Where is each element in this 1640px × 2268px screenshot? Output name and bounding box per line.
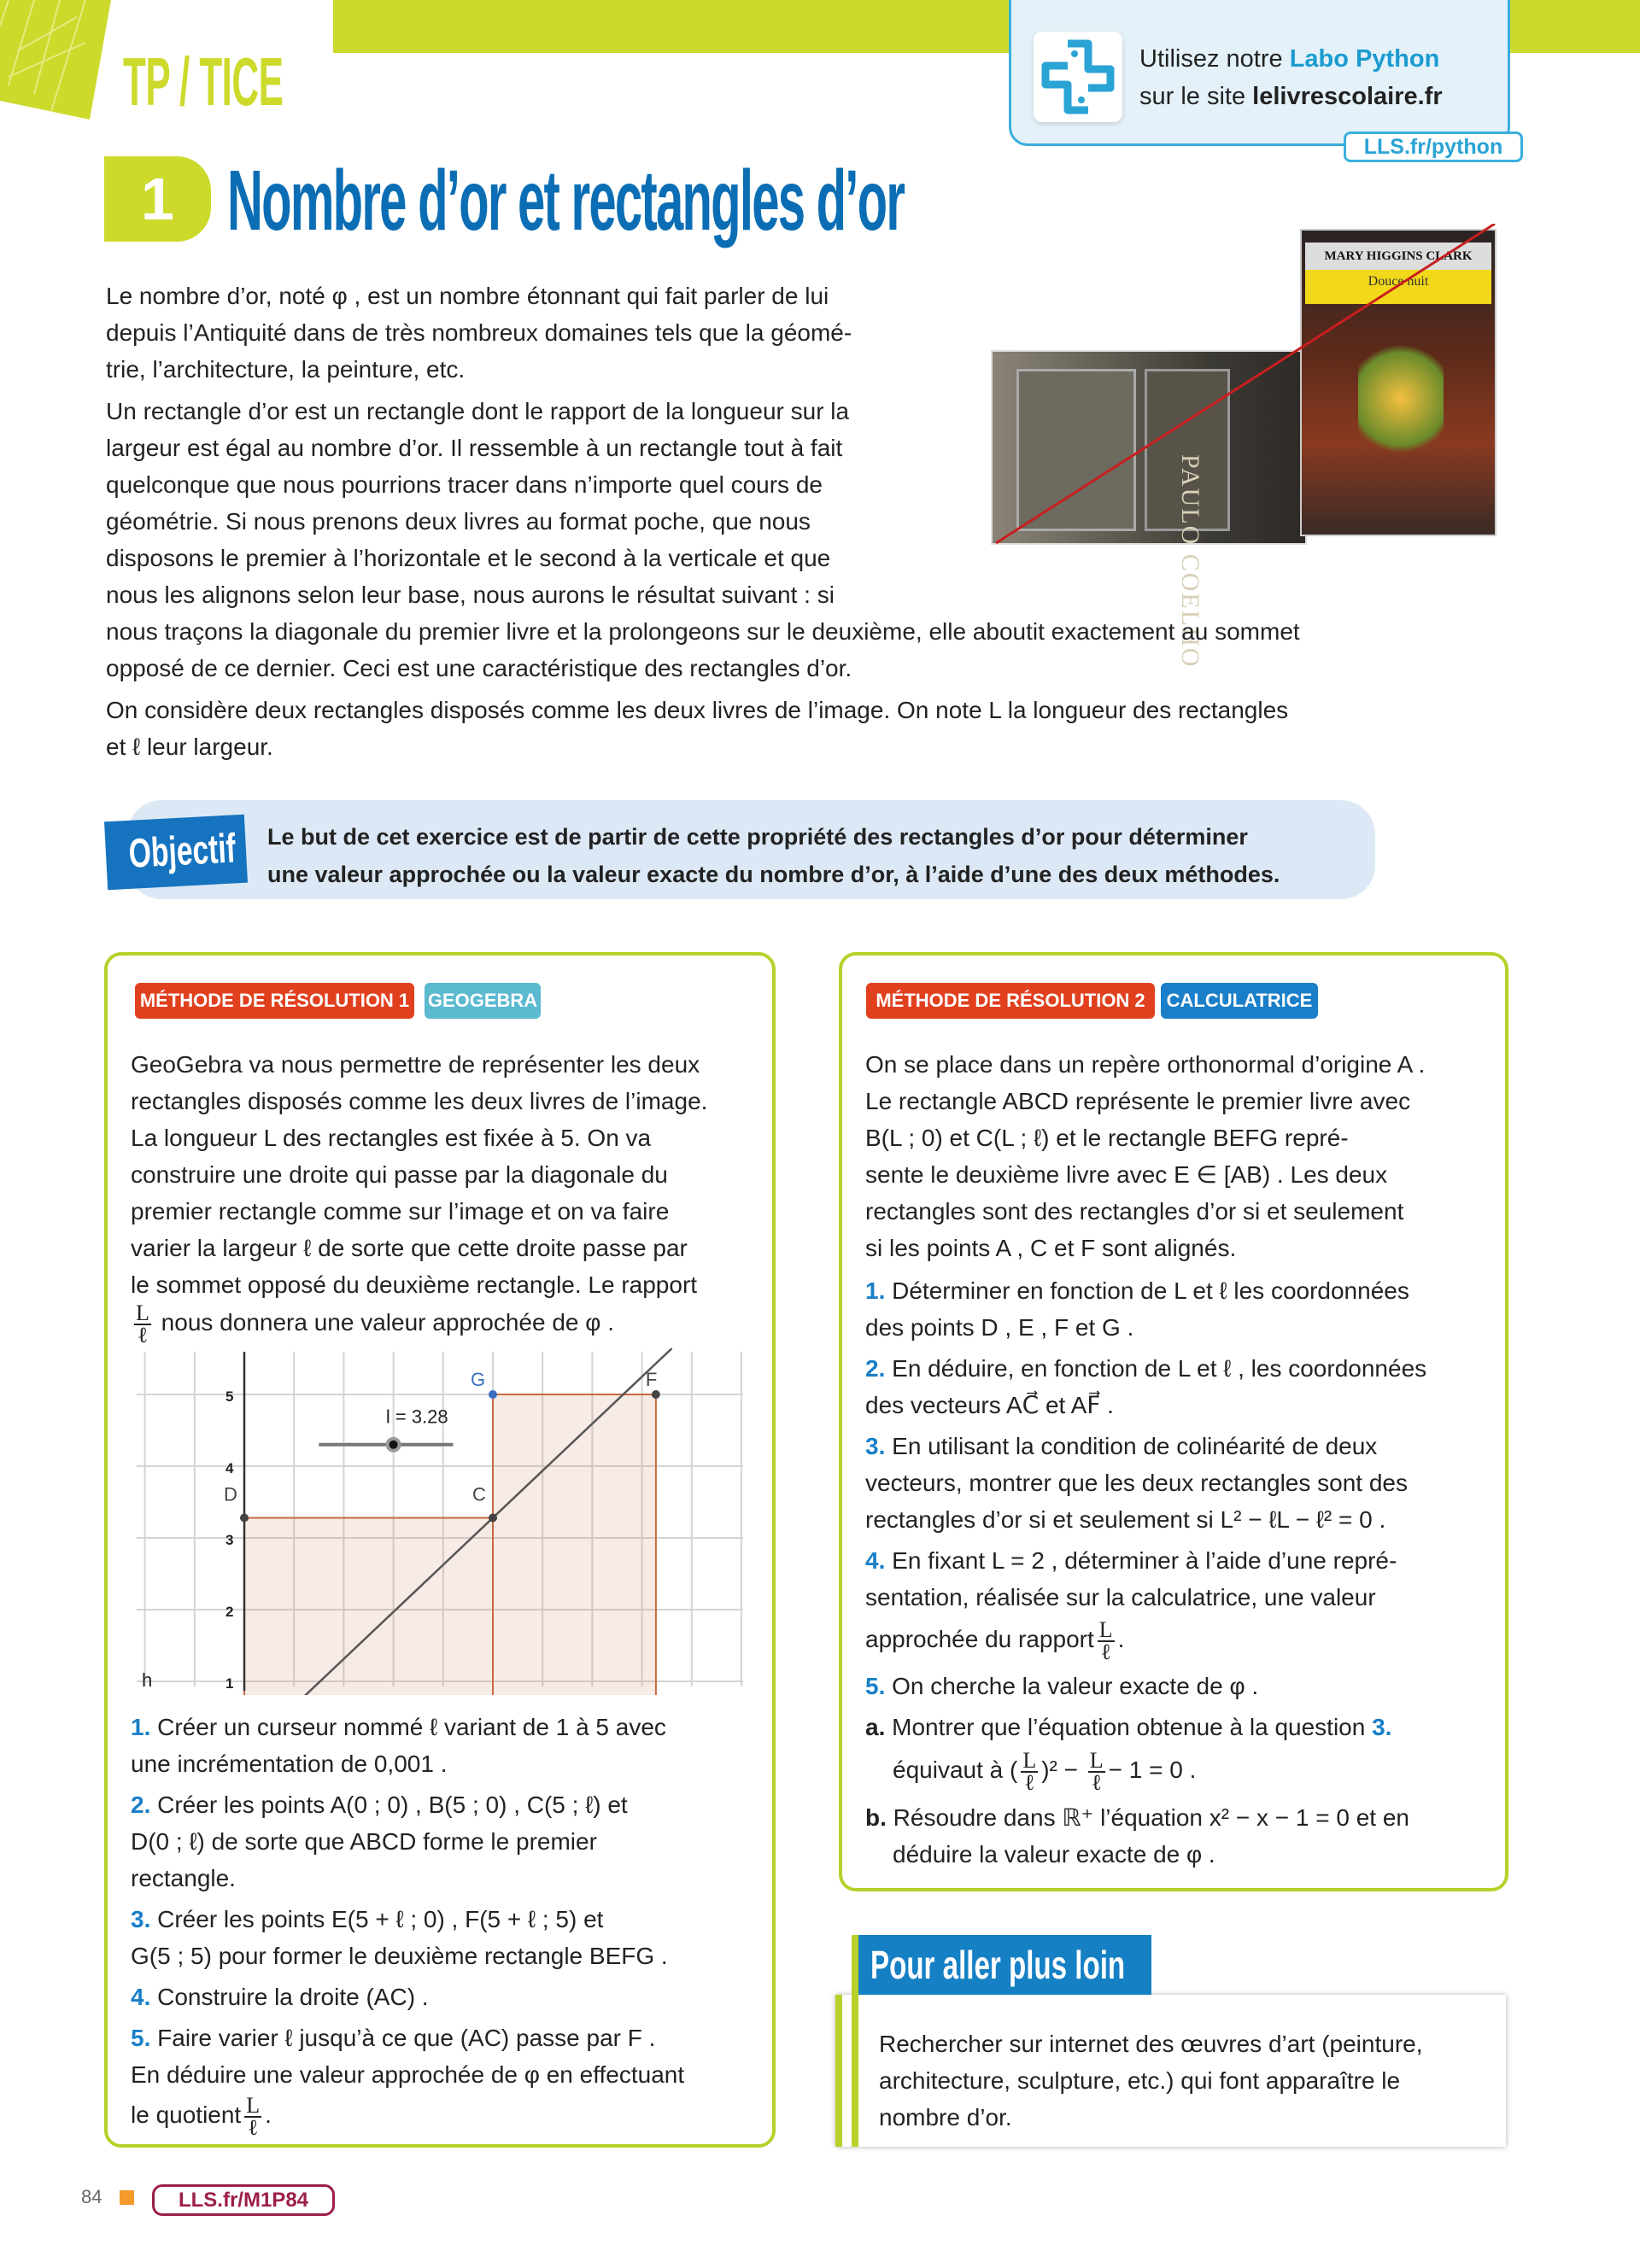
python-promo — [1009, 0, 1510, 146]
sub-question-a — [865, 1709, 1426, 1795]
item-number: 1. — [131, 1714, 151, 1740]
method2-tool-badge: CALCULATRICE — [1161, 983, 1318, 1019]
item-text: En déduire, en fonction de L et ℓ , les coordonnées — [892, 1355, 1427, 1382]
fraction — [1021, 1747, 1038, 1795]
text-line: construire une droite qui passe par la diagonale du — [131, 1161, 668, 1188]
line-label: h — [142, 1669, 153, 1691]
item-text: En utilisant la condition de colinéarité de deux — [892, 1433, 1378, 1459]
text-line — [865, 1709, 1426, 1745]
point-g — [489, 1390, 497, 1399]
fraction — [1088, 1747, 1105, 1795]
intro-paragraph — [106, 393, 1300, 687]
text-line — [131, 1823, 684, 1860]
fraction-denominator: ℓ — [1024, 1769, 1035, 1795]
method1-fraction-line: $\frac{L}{\text{ℓ}}$ nous donnera une valeur approchée de φ . — [136, 1300, 614, 1347]
fraction-denominator: ℓ — [1100, 1639, 1111, 1664]
fraction — [244, 2092, 261, 2140]
list-item — [865, 1272, 1426, 1346]
rectangle-abcd — [244, 1517, 493, 1695]
slider-knob — [390, 1441, 398, 1449]
intro-paragraph — [106, 278, 1300, 388]
text-line: On se place dans un repère orthonormal d’origine A . — [865, 1051, 1426, 1078]
method1-badge: MÉTHODE DE RÉSOLUTION 1 — [135, 983, 414, 1019]
y-tick-label: 1 — [226, 1675, 234, 1692]
item-text: En fixant L = 2 , déterminer à l’aide d’une repré- — [892, 1547, 1397, 1574]
y-tick-label: 4 — [226, 1460, 234, 1476]
book1-author: PAULO COELHO — [1176, 454, 1204, 669]
question-ref: 3. — [1372, 1714, 1392, 1740]
method2-intro — [865, 1046, 1425, 1266]
item-text: des points D , E , F et G . — [865, 1314, 1134, 1341]
intro-paragraph — [106, 692, 1300, 765]
text-line — [865, 1428, 1426, 1464]
text-line — [865, 1350, 1426, 1387]
fraction: $\frac{L}{\text{ℓ}}$ — [136, 1300, 149, 1347]
text-line: Le nombre d’or, noté φ , est un nombre étonnant qui fait parler de lui — [106, 283, 829, 309]
fraction-numerator: L — [1098, 1616, 1113, 1642]
text-line — [865, 1501, 1426, 1538]
text-line: On considère deux rectangles disposés comme les deux livres de l’image. On note L la longueur des rectangles — [106, 697, 1289, 723]
objective-text: Le but de cet exercice est de partir de cette propriété des rectangles d’or pour déterminer une valeur approchée ou la valeur exacte du nombre d’or, à l’aide d’une des deux méthodes. — [267, 824, 1280, 887]
item-number: 1. — [865, 1277, 886, 1304]
text-line: Un rectangle d’or est un rectangle dont le rapport de la longueur sur la — [106, 398, 850, 424]
book2-title: Douce nuit — [1305, 270, 1491, 304]
item-text: D(0 ; ℓ) de sorte que ABCD forme le premier — [131, 1828, 597, 1855]
footer-link[interactable]: LLS.fr/M1P84 — [152, 2184, 335, 2216]
text-line: nous traçons la diagonale du premier livre et la prolongeons sur le deuxième, elle aboutit exactement au sommet — [106, 618, 1300, 645]
slider-label: l = 3.28 — [385, 1406, 448, 1428]
item-text: Faire varier ℓ jusqu’à ce que (AC) passe par F . — [157, 2025, 656, 2051]
point-label: D — [224, 1483, 237, 1505]
text-line — [865, 1542, 1426, 1579]
text-line — [865, 1309, 1426, 1346]
sub-label: b. — [865, 1804, 887, 1831]
text-line: disposons le premier à l’horizontale et le second à la verticale et que — [106, 545, 831, 571]
list-item — [131, 1709, 684, 1782]
item-text: Déterminer en fonction de L et ℓ les coordonnées — [892, 1277, 1409, 1304]
text-line: Le rectangle ABCD représente le premier livre avec — [865, 1088, 1411, 1114]
text-line: opposé de ce dernier. Ceci est une caractéristique des rectangles d’or. — [106, 655, 852, 681]
item-text: le quotient — [131, 2101, 242, 2128]
item-text: une incrémentation de 0,001 . — [131, 1751, 448, 1777]
python-promo-text: Utilisez notre Labo Python sur le site lelivrescolaire.fr — [1139, 45, 1443, 110]
item-text: − 1 = 0 . — [1108, 1757, 1197, 1783]
item-text: approchée du rapport — [865, 1626, 1094, 1652]
book2-author: MARY HIGGINS CLARK — [1305, 243, 1491, 270]
item-text: sentation, réalisée sur la calculatrice, une valeur — [865, 1584, 1376, 1610]
text-line: depuis l’Antiquité dans de très nombreux domaines tels que la géomé- — [106, 319, 852, 346]
y-tick-label: 3 — [226, 1532, 234, 1548]
item-number: 2. — [131, 1792, 151, 1818]
geogebra-figure — [128, 1345, 752, 1695]
text-line: varier la largeur ℓ de sorte que cette droite passe par — [131, 1235, 688, 1261]
point-label: G — [471, 1369, 486, 1390]
fraction-numerator: L — [1022, 1747, 1037, 1773]
method1-tool-badge: GEOGEBRA — [425, 983, 541, 1019]
text-line: La longueur L des rectangles est fixée à 5. On va — [131, 1125, 652, 1151]
text-line: B(L ; 0) et C(L ; ℓ) et le rectangle BEFG repré- — [865, 1125, 1349, 1151]
item-number: 4. — [865, 1547, 886, 1574]
text-line: quelconque que nous pourrions tracer dans n’importe quel cours de — [106, 471, 823, 498]
item-text: des vecteurs AC⃗ et AF⃗ . — [865, 1392, 1114, 1418]
page-title: Nombre d’or et rectangles d’or — [227, 153, 905, 248]
item-text: rectangles d’or si et seulement si L² − ℓL − ℓ² = 0 . — [865, 1506, 1386, 1533]
item-number: 2. — [865, 1355, 886, 1382]
text-line: largeur est égal au nombre d’or. Il ressemble à un rectangle tout à fait — [106, 435, 843, 461]
text-line: si les points A , C et F sont alignés. — [865, 1235, 1237, 1261]
item-text: Créer les points A(0 ; 0) , B(5 ; 0) , C(5 ; ℓ) et — [157, 1792, 628, 1818]
point-c — [489, 1513, 497, 1522]
item-text: Construire la droite (AC) . — [157, 1984, 429, 2010]
point-d — [240, 1513, 249, 1522]
text-line — [865, 1272, 1426, 1309]
method2-questions — [865, 1272, 1426, 1877]
text-line: rectangles disposés comme les deux livres de l’image. — [131, 1088, 708, 1114]
intro-text — [106, 278, 1300, 770]
y-tick-label: 2 — [226, 1604, 234, 1620]
text-line: approchée du rapport $\frac{L}{\text{ℓ}}$ . — [865, 1616, 1125, 1664]
list-item — [131, 1979, 684, 2015]
sub-question-b — [865, 1799, 1426, 1873]
item-number: 3. — [131, 1906, 151, 1932]
item-number: 5. — [131, 2025, 151, 2051]
objective-label: Objectif — [104, 815, 248, 890]
item-number: 4. — [131, 1984, 151, 2010]
method1-intro — [131, 1046, 707, 1303]
item-text: rectangle. — [131, 1865, 236, 1891]
text-line: le sommet opposé du deuxième rectangle. Le rapport — [131, 1271, 698, 1298]
text-line — [131, 1901, 684, 1938]
text-line: trie, l’architecture, la peinture, etc. — [106, 356, 466, 383]
list-item — [131, 1901, 684, 1974]
section-label: TP / TICE — [123, 44, 284, 120]
text-line — [131, 1979, 684, 2015]
list-item — [865, 1428, 1426, 1538]
method1-steps — [131, 1709, 684, 2142]
further-text: Rechercher sur internet des œuvres d’art (peinture, architecture, sculpture, etc.) qui font apparaître le nombre d’or. — [879, 2031, 1423, 2131]
item-text: On cherche la valeur exacte de φ . — [892, 1673, 1259, 1699]
text-line — [865, 1579, 1426, 1616]
item-text: . — [265, 2101, 272, 2128]
list-item — [131, 2020, 685, 2140]
text-line — [865, 1387, 1426, 1423]
item-number: 3. — [865, 1433, 886, 1459]
item-text: Créer les points E(5 + ℓ ; 0) , F(5 + ℓ ; 5) et — [157, 1906, 604, 1932]
corner-pattern — [0, 0, 120, 120]
text-line — [131, 1938, 684, 1974]
fraction-numerator: L — [1089, 1747, 1104, 1773]
text-line — [131, 1786, 684, 1823]
item-text: déduire la valeur exacte de φ . — [893, 1841, 1215, 1868]
list-item — [865, 1542, 1426, 1663]
text-line — [131, 1745, 684, 1782]
text-line — [865, 1799, 1426, 1836]
fraction — [1098, 1616, 1115, 1664]
text-line: rectangles sont des rectangles d’or si et seulement — [865, 1198, 1404, 1225]
text-line — [131, 1709, 684, 1745]
fraction-denominator: ℓ — [247, 2114, 259, 2140]
text-line: nous les alignons selon leur base, nous aurons le résultat suivant : si — [106, 582, 835, 608]
exercise-number: 1 — [104, 156, 211, 242]
item-text: G(5 ; 5) pour former le deuxième rectangle BEFG . — [131, 1943, 668, 1969]
text-line — [865, 1836, 1426, 1873]
text-line — [131, 2056, 684, 2093]
item-text: équivaut à — [893, 1757, 1004, 1783]
further-box — [835, 1995, 1506, 2147]
text-line: géométrie. Si nous prenons deux livres au format poche, que nous — [106, 508, 811, 535]
text-line — [131, 2092, 684, 2140]
text-line — [131, 2020, 684, 2056]
method2-badge: MÉTHODE DE RÉSOLUTION 2 — [866, 983, 1155, 1019]
item-text: Créer un curseur nommé ℓ variant de 1 à 5 avec — [157, 1714, 666, 1740]
point-label: C — [472, 1483, 486, 1505]
text-line — [131, 1860, 684, 1897]
y-tick-label: 5 — [226, 1388, 234, 1405]
text-line: et ℓ leur largeur. — [106, 734, 273, 760]
point-f — [652, 1390, 660, 1399]
footer-square — [120, 2190, 134, 2205]
python-link[interactable]: LLS.fr/python — [1344, 132, 1523, 162]
fraction-denominator: ℓ — [1091, 1769, 1102, 1795]
item-text: vecteurs, montrer que les deux rectangles sont des — [865, 1470, 1409, 1496]
page-number: 84 — [81, 2186, 102, 2207]
further-title: Pour aller plus loin — [858, 1935, 1151, 1995]
point-label: F — [645, 1369, 658, 1390]
text-line: GeoGebra va nous permettre de représenter les deux — [131, 1051, 700, 1078]
list-item — [865, 1350, 1426, 1423]
text-line: premier rectangle comme sur l’image et on va faire — [131, 1198, 670, 1225]
sub-label: a. — [865, 1714, 886, 1740]
item-number: 5. — [865, 1673, 886, 1699]
item-text: Résoudre dans ℝ⁺ l’équation x² − x − 1 = 0 et en — [893, 1804, 1409, 1831]
text-line: sente le deuxième livre avec E ∈ [AB) . Les deux — [865, 1161, 1388, 1188]
item-text: En déduire une valeur approchée de φ en effectuant — [131, 2061, 685, 2088]
text-line — [865, 1464, 1426, 1501]
further-accent — [852, 1935, 858, 2147]
text-line: équivaut à ( $\frac{L}{\text{ℓ}}$ )² − $\frac{L}{\text{ℓ}}$ − 1 = 0 . — [893, 1747, 1197, 1795]
python-icon — [1034, 32, 1122, 122]
text-line — [865, 1668, 1426, 1704]
list-item — [131, 1786, 684, 1897]
list-item — [865, 1668, 1426, 1704]
fraction-numerator: L — [246, 2092, 261, 2118]
item-text: Montrer que l’équation obtenue à la question — [892, 1714, 1366, 1740]
